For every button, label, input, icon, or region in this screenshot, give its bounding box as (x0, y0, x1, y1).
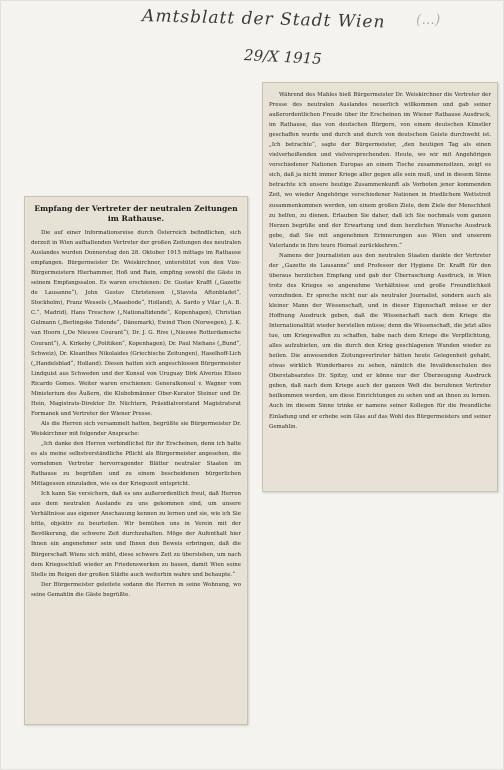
handwritten-corner-mark: (...) (416, 12, 441, 28)
article-paragraph: Während des Mahles hieß Bürgermeister Dr. Weiskirchner die Vertreter der Presse des neutralen Auslandes neuerlich willkommen und gab seiner außerordentlichen Freude über ihr Erscheinen im Wiener Rathause Ausdruck, im Rathause, das von deutschen Bürgern, von einem deutschen Künstler geschaffen wurde und durch und durch von deutschem Geiste durchweht ist. „Ich betrachte“, sagte der Bürgermeister, „den heutigen Tag als einen vielverheißenden und vielversprechenden. Heute, wo wir mit Angehörigen verschiedener Nationen Europas an einem Tische zusammensitzen, zeigt es sich, daß ja nicht immer Kriege aller gegen alle sein muß, und in diesem Sinne betrachte ich unsere heutige Zusammenkunft als Vorboten jener kommenden Zeit, wo wieder Angehörige verschiedener Nationen in friedlichem Wettstreit zusammenkommen werden, um einem großen Ziele, dem Ziele der Menschheit zu helfen, zu dienen. Erlauben Sie daher, daß ich Sie nochmals vom ganzen Herzen begrüße und der Erwartung und dem herzlichen Wunsche Ausdruck gebe, daß Sie mit angenehmen Erinnerungen aus Wien und unserem Vaterlande in Ihre teure Heimat zurückkehren.“ (269, 92, 491, 249)
article-paragraph: Ich kann Sie versichern, daß es uns außerordentlich freut, daß Herren aus dem neutralen Auslande zu uns gekommen sind, um unsere Verhältnisse aus eigener Anschauung kennen zu lernen und sie, wie ich Sie bitte, objektiv zu beurteilen. Wir bemühen uns in Verein mit der Bevölkerung, die schwere Zeit durchzuhalten. Möge der Aufenthalt hier Ihnen ein angenehmer sein und Ihnen den Beweis erbringen, daß die Bürgerschaft Wiens sich müht, diese schwere Zeit zu überstehen, um nach dem Kriegsschluß wieder an Friedenswerken zu bauen, damit Wien seine Stelle im Reigen der großen Städte auch weiterhin wahre und behaupte.“ (31, 491, 241, 578)
newspaper-clipping-left (24, 196, 248, 725)
article-paragraph: Als die Herren sich versammelt hatten, begrüßte sie Bürgermeister Dr. Weiskirchner mit folgender Ansprache: (31, 420, 241, 437)
article-paragraph: Der Bürgermeister geleitete sodann die Herren in seine Wohnung, wo seine Gemahlin die Gäste begrüßte. (31, 581, 241, 598)
article-headline: Empfang der Vertreter der neutralen Zeitungen im Rathause. (34, 204, 238, 223)
article-paragraph: Die auf einer Informationsreise durch Österreich befindlichen, sich derzeit in Wien aufhaltenden Vertreter der großen Zeitungen des neutralen Auslandes wurden Donnerstag den 28. Oktober 1915 mittags im Rathause empfangen. Bürgermeister Dr. Weiskirchner, unterstützt von den Vize-Bürgermeistern Hierhammer, Hoß und Rain, empfing sowohl die Gäste in seinem Empfangssalon. Es waren erschienen: Dr. Gustav Krafft („Gazette de Lausanne“), John Gustav Christensen („Stavsta Aftonbladet“, Stockholm), Franz Wessels („Maasbode“, Holland), A. Sardo y Vilar („A. B. C.“, Madrid), Hans Treschow („Nationaltidende“, Kopenhagen), Christian Gulmann („Berlingske Tidende“, Dänemark), Ewind Thon (Norwegen), J. K. van Hoorn („De Nieuwe Courant“), Dr. J. G. Rive („Nieuwe Rotterdamsche Courant“), A. Kirkeby („Politiken“, Kopenhagen), Dr. Paul Niehans („Bund“, Schweiz), Dr. Kleanthes Nikolaides (Griechische Zeitungen), Haselhoff-Lich („Handelsblad“, Holland). Diesen hatten sich angeschlossen Bürgermeister Lindquist aus Schweden und der Konsul von Uruguay Dirk Alverius Eliseo Ricardo Gomes. Weiter waren erschienen: Generalkonsul v. Wagner vom Ministerium des Äußern, die Klubobmänner Ober-Kurator Steiner und Dr. Hein, Magistrats-Direktor Dr. Nüchtern, Präsidialvorstand Magistratsrat Formanek und Vertreter der Wiener Presse. (31, 230, 241, 417)
article-paragraph: „Ich danke den Herren verbindlichst für ihr Erscheinen, denn ich halte es als meine selbstverständliche Pflicht als Bürgermeister angesehen, die vornehmen Vertreter hervorragender Blätter neutraler Staaten im Rathause zu begrüßen und zu einem bescheidenen bürgerlichen Mittagessen einzuladen, wie es der Kriegszeit entspricht. (31, 440, 241, 488)
article-paragraph: Namens der Journalisten aus den neutralen Staaten dankte der Vertreter der „Gazette de Lausanne“ und Professor der Hygiene Dr. Krafft für den überaus herzlichen Empfang und gab der Überraschung Ausdruck, in Wien trotz des Krieges so angenehme Verhältnisse und große Freundlichkeit vorzufinden. Er spreche nicht nur als neutraler Journalist, sondern auch als kleiner Mann der Wissenschaft, und in dieser Eigenschaft müsse er der Hoffnung Ausdruck geben, daß die Wissenschaft nach dem Kriege die Internationalität wieder herstellen müsse; denn die Wissenschaft, die jetzt alles tue, um Kriegswaffen zu schaffen, habe nach dem Kriege die Verpflichtung, alles aufzubieten, um die durch den Krieg geschlagenen Wunden wieder zu heilen. Die anwesenden Zeitungsvertreter hätten heute Gelegenheit gehabt, etwas wirklich Wunderbares zu sehen, nämlich die Invalidenschulen des Oberstabsarztes Dr. Spitzy, und er könne nur der Überzeugung Ausdruck geben, daß nach dem Kriege auch der ganzen Welt die berufenen Vertreter heilkommen werden, um diese Einrichtungen zu sehen und an ihnen zu lernen. Auch im diesem Sinne trinke er namens seiner Kollegen für die freundliche Einladung und er erhebe sein Glas auf das Wohl des Bürgermeisters und seiner Gemahlin. (269, 252, 491, 430)
handwritten-date: 29/X 1915 (243, 45, 323, 69)
article-column-left (31, 228, 241, 600)
article-column-right (269, 90, 491, 432)
handwritten-source-note: Amtsblatt der Stadt Wien (141, 6, 386, 33)
newspaper-clipping-right (262, 82, 498, 492)
